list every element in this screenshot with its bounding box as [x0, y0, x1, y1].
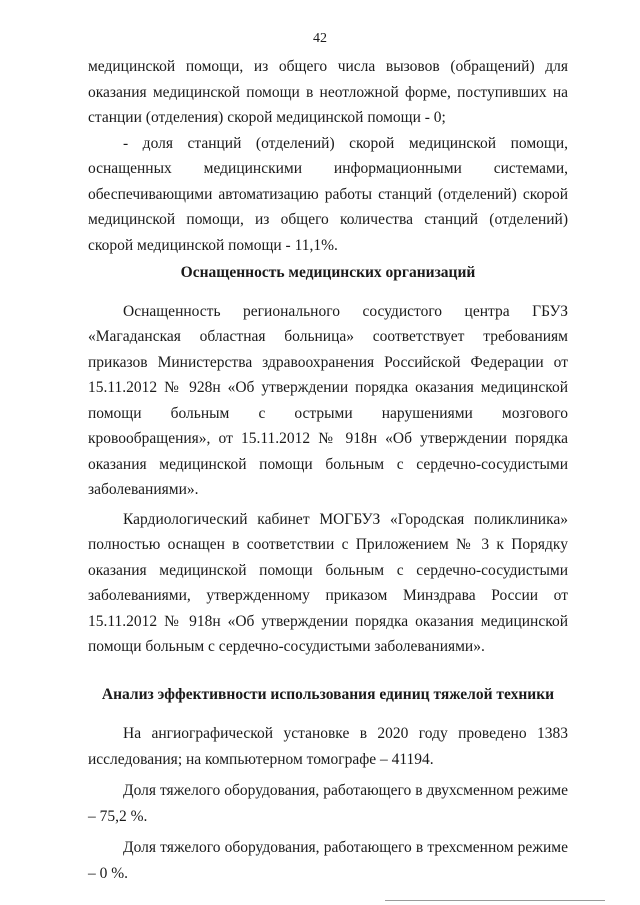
paragraph-cardiology-office: Кардиологический кабинет МОГБУЗ «Городская поликлиника» полностью оснащен в соответствии с Приложением № 3 к Порядку оказания медицинской помощи больным с сердечно-сосудистыми заболеваниями, утвержденному приказом Минздрава России от 15.11.2012 № 918н «Об утверждении порядка оказания медицинской помощи больным с сердечно-сосудистыми заболеваниями».: [88, 510, 568, 655]
paragraph-vascular-center: Оснащенность регионального сосудистого центра ГБУЗ «Магаданская областная больница» соответствует требованиям приказов Министерства здравоохранения Российской Федерации от 15.11.2012 № 928н «Об утверждении порядка оказания медицинской помощи больным с острыми нарушениями мозгового кровообращения», от 15.11.2012 № 918н «Об утверждении порядка оказания медицинской помощи больным с сердечно-сосудистыми заболеваниями».: [88, 302, 568, 498]
paragraph-three-shift: Доля тяжелого оборудования, работающего в трехсменном режиме – 0 %.: [88, 839, 568, 882]
document-body: [88, 54, 568, 886]
paragraph-info-systems: - доля станций (отделений) скорой медицинской помощи, оснащенных медицинскими информационными системами, обеспечивающими автоматизацию работы станций (отделений) скорой медицинской помощи, из общего количества станций (отделений) скорой медицинской помощи - 11,1%.: [88, 134, 568, 254]
paragraph-emergency-calls: медицинской помощи, из общего числа вызовов (обращений) для оказания медицинской помощи в неотложной форме, поступивших на станции (отделения) скорой медицинской помощи - 0;: [88, 58, 568, 126]
paragraph-angiography: На ангиографической установке в 2020 году проведено 1383 исследования; на компьютерном томографе – 41194.: [88, 725, 568, 768]
heading-equipment: Оснащенность медицинских организаций: [180, 264, 476, 281]
page-number: 42: [313, 31, 327, 46]
bottom-divider: [385, 900, 605, 901]
paragraph-two-shift: Доля тяжелого оборудования, работающего в двухсменном режиме – 75,2 %.: [88, 782, 568, 825]
heading-heavy-equipment-analysis: Анализ эффективности использования единиц тяжелой техники: [101, 685, 555, 703]
